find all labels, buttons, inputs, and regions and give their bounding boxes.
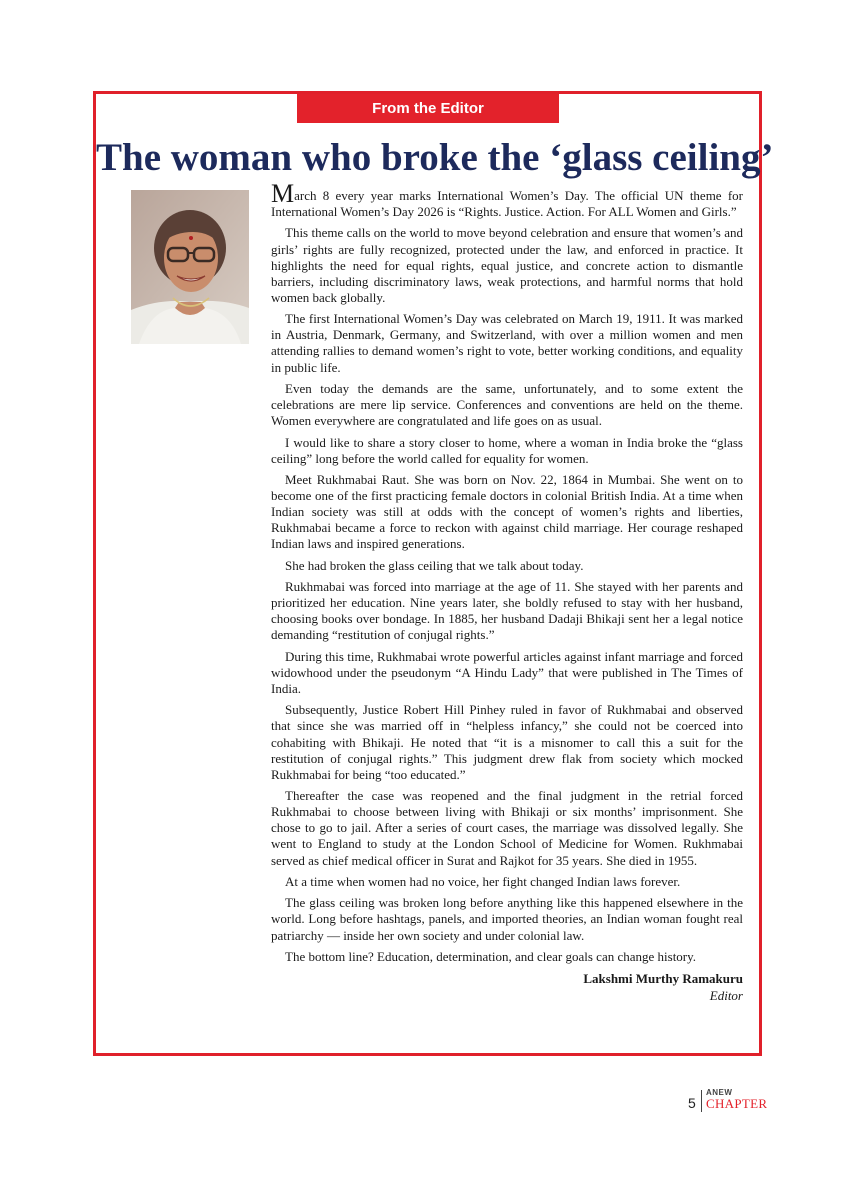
magazine-logo-bottom: CHAPTER [706, 1096, 768, 1111]
article-paragraph: Even today the demands are the same, unfortunately, and to some extent the celebrations are mere lip service. Conferences and conventions are held on the theme. Women everywhere are congratulated and life goes on as usual. [271, 380, 743, 429]
article-paragraph: The first International Women’s Day was celebrated on March 19, 1911. It was marked in Austria, Denmark, Germany, and Switzerland, with over a million women and men attending rallies to demand women’s right to vote, better working conditions, and equality in public life. [271, 311, 743, 375]
article-paragraph: Rukhmabai was forced into marriage at the age of 11. She stayed with her parents and prioritized her education. Nine years later, she boldly refused to stay with her husband, choosing books over bondage. In 1885, her husband Dadaji Bhikaji sent her a legal notice demanding “restitution of conjugal rights.” [271, 579, 743, 643]
section-banner: From the Editor [297, 94, 559, 123]
signature-block [271, 970, 743, 1004]
article-paragraph [271, 179, 743, 220]
author-role: Editor [709, 988, 743, 1004]
article-paragraph: She had broken the glass ceiling that we talk about today. [285, 557, 584, 573]
article-paragraph: Meet Rukhmabai Raut. She was born on Nov. 22, 1864 in Mumbai. She went on to become one of the first practicing female doctors in colonial British India. At a time when Indian society was still at odds with the concept of women’s rights and liberties, Rukhmabai became a force to reckon with against child marriage. Her courage reshaped Indian laws and inspired generations. [271, 471, 743, 552]
footer-divider [701, 1090, 702, 1112]
editor-portrait-image [131, 190, 249, 344]
article-paragraph: This theme calls on the world to move beyond celebration and ensure that women’s and girls’ rights are fully recognized, protected under the law, and enforced in practice. It highlights the need for equal rights, equal justice, and concrete action to dismantle barriers, including discriminatory laws, weak protections, and harmful norms that hold women back globally. [271, 225, 743, 305]
first-paragraph-text: arch 8 every year marks International Women’s Day. The official UN theme for International Women’s Day 2026 is “Rights. Justice. Action. For ALL Women and Girls.” [271, 188, 743, 220]
drop-cap: M [271, 179, 295, 208]
editor-photo [131, 190, 249, 344]
article-paragraph: Subsequently, Justice Robert Hill Pinhey ruled in favor of Rukhmabai and observed that since she was married off in “helpless infancy,” she could not be coerced into cohabiting with Bhikaji. He noted that “it is a misnomer to call this a suit for the restitution of conjugal rights.” This judgment drew flak from society which mocked Rukhmabai for being “too educated.” [271, 702, 743, 782]
article-paragraph: The bottom line? Education, determination, and clear goals can change history. [285, 948, 697, 964]
article-paragraph: Thereafter the case was reopened and the final judgment in the retrial forced Rukhmabai to choose between living with Bhikaji or six months’ imprisonment. She chose to go to jail. After a series of court cases, the marriage was dissolved legally. She went to England to study at the London School of Medicine for Women. Rukhmabai served as chief medical officer in Surat and Rajkot for 35 years. She died in 1955. [271, 788, 743, 868]
magazine-logo-top: ANEW [706, 1088, 733, 1097]
article-paragraph: During this time, Rukhmabai wrote powerful articles against infant marriage and forced widowhood under the pseudonym “A Hindu Lady” that were published in The Times of India. [271, 648, 743, 696]
article-title: The woman who broke the ‘glass ceiling’ [96, 136, 774, 179]
author-name: Lakshmi Murthy Ramakuru [583, 971, 743, 987]
article-paragraph: At a time when women had no voice, her fight changed Indian laws forever. [285, 873, 681, 889]
article-paragraph: The glass ceiling was broken long before anything like this happened elsewhere in the world. Long before hashtags, panels, and imported theories, an Indian woman fought real patriarchy — inside her own society and under colonial law. [271, 895, 743, 943]
article-paragraph: I would like to share a story closer to home, where a woman in India broke the “glass ceiling” long before the world called for equality for women. [271, 434, 743, 466]
page-number: 5 [688, 1095, 696, 1111]
article-body [271, 179, 743, 1004]
